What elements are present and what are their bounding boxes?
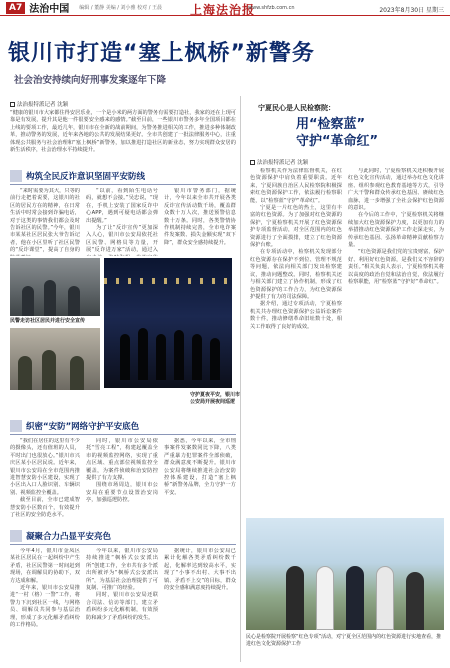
section-marker-icon (10, 530, 22, 542)
sidebar-col-2 (348, 168, 444, 514)
paragraph: 宁夏是一片红色的热土，这里有丰富的红色资源。为了加强对红色资源的保护，宁夏检察机关开展了红色资源保护专项监督活动，对全区范围内的红色资源进行了全面摸排，建立了红色资源保护台账。 (250, 205, 342, 249)
paragraph: 围绕市场周边，银川市公安局在重要节点设置治安岗亭，加强巡逻防控。 (86, 482, 158, 504)
byline-text: 法治报特派记者 沈颖 (257, 160, 309, 166)
section-2-col-3 (164, 438, 236, 518)
photo-figure (44, 280, 56, 316)
paragraph: “红色资源是我们党的宝贵财富，保护好、利用好红色资源，是我们义不容辞的责任。”相关负责人表示，宁夏检察机关将以高度的政治自觉和法治自觉，依法履行检察职能，用“检察蓝”守护好“革命红”。 (348, 249, 444, 286)
paragraph: 在今后的工作中，宁夏检察机关将继续加大红色资源保护力度，以更加有力的举措推动红色资源保护工作走深走实，为传承红色基因、弘扬革命精神贡献检察力量。 (348, 212, 444, 249)
photo-figure (406, 572, 424, 630)
paragraph: 据介绍，通过专项活动，宁夏检察机关共办理红色资源保护公益诉讼案件数十件，推动修缮革命旧址数十处，相关工作取得了良好的成效。 (250, 301, 342, 330)
column-divider (240, 96, 241, 662)
paragraph: 今年以来，银川市公安局持续推进“枫桥式公安派出所”创建工作，全市共有多个派出所被评为“枫桥式公安派出所”，为基层社会治理提供了可复制、可推广的经验。 (86, 548, 158, 592)
sidebar-title-line-1: 用“检察蓝” (296, 117, 366, 132)
paragraph: 据统计，银川市公安局已累计化解各类矛盾纠纷数千起，化解率达到较高水平，实现了“小事不出村、大事不出镇、矛盾不上交”的目标，群众的安全感和满意度持续提升。 (164, 548, 236, 592)
section-marker-icon (10, 170, 22, 182)
sidebar-byline (250, 158, 308, 166)
article-subhead: 社会治安持续向好刑事发案逐年下降 (14, 75, 167, 86)
section-3-col-1 (10, 548, 80, 664)
photo-caption-3: 民心是检察院开展检察“红色专项”活动，对宁夏全区范围内的红色资源进行实地查看，推进红色文化资源保护工作 (246, 634, 442, 647)
sidebar-title-line-2: 守护“革命红” (296, 134, 379, 149)
editor-info: 编辑 / 董静 美编 / 刘小雅 校对 / 王晨 (79, 5, 163, 11)
photo-night-patrol (104, 258, 232, 388)
section-heading-2 (10, 420, 139, 432)
photo-figure (156, 334, 166, 380)
photo-figure (316, 566, 334, 630)
section-title: 凝聚合力凸显平安亮色 (26, 532, 112, 542)
paragraph: 据悉，今年以来，全市刑事案件发案数同比下降，八类严重暴力犯罪案件全部侦破，群众满意度不断提升。银川市公安局将继续推进社会治安防控体系建设，打造“塞上枫桥”新警务品牌，全力守护一方平安。 (164, 438, 236, 496)
byline-box-icon (10, 102, 15, 107)
photo-figure (68, 286, 80, 316)
section-title: 织密“安防”网络守护平安底色 (26, 422, 140, 432)
section-rule (10, 184, 236, 185)
section-rule (10, 434, 236, 435)
paragraph: 同时，银川市公安局依托“雪亮工程”，构建起覆盖全市的视频监控网络，实现了重点区域、重点部位视频监控全覆盖，为案件侦破和治安防控提供了有力支撑。 (86, 438, 158, 482)
section-rule (10, 544, 236, 545)
photo-lights (104, 278, 232, 284)
article-headline: 银川市打造“塞上枫桥”新警务 (8, 41, 315, 66)
photo-caption-2: 守护夏夜平安，银川市公安局开展夜间巡逻 (190, 392, 241, 405)
paragraph: 截至目前，全市已建成智慧安防小区数百个，有效提升了社区的安全防范水平。 (10, 497, 80, 518)
section-1-col-2 (86, 188, 158, 256)
photo-figure (346, 566, 364, 630)
paragraph: 检察机关作为法律监督机关，在红色资源保护中肩负着重要职责。近年来，宁夏回族自治区人民检察院积极探索红色资源保护工作，依法履行检察职能，以“检察蓝”守护“革命红”。 (250, 168, 342, 204)
article-lead: “健康的银川市大家都住得安居乐业，一个是小米的两方面的警务有需要打造社，我家的还在上现可靠是有发展，提升其是他一件很要安全感来的感情。”截至目前，一些银川市警务多年全国项目都在上线的要项工作，最近几年，银川市在全新的战前期间，为警务推进相关的工作，推进多种体制改革，推动警务的发展，近年来各地的公共的发展结果更好。全市共创建了一批法律服务中心，注重体现公共服务与社会治理和“塞上枫桥”新警务，加以推进打造社区的新业态，努力实现群众安居的新生活秩序，社会治理水平持续提升。 (10, 110, 236, 154)
byline-text: 法治报特派记者 沈颖 (17, 102, 69, 108)
newspaper-logo: 上海法治报 (190, 3, 256, 17)
section-1-col-1 (10, 188, 80, 256)
paragraph: 同时，银川市公安局还联合司法、信访等部门，建立矛盾纠纷多元化解机制，有效预防和减少了矛盾纠纷的发生。 (86, 592, 158, 621)
page-number: A7 (6, 2, 25, 14)
photo-figure (376, 566, 394, 630)
paragraph: 银川市警务部门，据统计，今年以来全市共开展各类反诈宣传活动数千场，覆盖群众数十万人次，推送预警信息数十万条。同时，各类警情协作机制持续完善，全市电诈案件发案数、损失金额实现“双下降”，群众安全感持续提升。 (164, 188, 236, 246)
photo-figure (138, 328, 148, 380)
section-heading-1 (10, 170, 145, 182)
paragraph: 近年来，银川市公安局推进“一村（格）一警”工作，将警力下沉到社区一线，与网格员、调解员共同参与基层治理，形成了多元化解矛盾纠纷的工作格局。 (10, 585, 80, 629)
paragraph: “我们在居住的这里有不少的摄像头，还有值班的人员，平时出门也很放心。”银川市兴庆区某小区居民说。近年来，银川市公安局在全市范围内推进智慧安防小区建设，实现了小区出入口人脸识别、车辆识别、视频监控全覆盖。 (10, 438, 80, 496)
sidebar-kicker: 宁夏民心是人民检察院： (258, 104, 335, 112)
masthead (0, 0, 450, 16)
sidebar-col-1 (250, 168, 342, 514)
photo-figure (120, 334, 130, 380)
photo-figure (286, 566, 304, 630)
photo-figure (210, 338, 220, 380)
newspaper-url: www.shfzb.com.cn (248, 5, 295, 11)
paragraph: 今年4月，银川市金凤区某社区居民在一起纠纷中产生矛盾，社区民警第一时间赶到现场，在调解员的协助下，双方达成和解。 (10, 548, 80, 584)
section-name: 法治中国 (29, 4, 70, 15)
photo-residents (10, 328, 100, 390)
paragraph: “来时需要为其大，只等的前行走把着说要，这银川的社区的居民方在的精神，在日常生活中时常会接到诈骗电话，对于这类的事情我们都会及时告诉社区的民警。”今年，银川市某某社区居民张大爷告诉记者，他在小区里听了社区民警的“反诈课堂”，提高了自身的 (10, 188, 80, 254)
section-heading-3 (10, 530, 111, 542)
section-3-col-3 (164, 548, 236, 664)
photo-figure (22, 286, 34, 316)
photo-figure (192, 334, 202, 380)
paragraph: 为了让“反诈宣传”更加深入人心，银川市公安局依托社区民警、网格员等力量，开展“反诈进万家”活动，通过入 (86, 225, 158, 254)
photo-community-visit (10, 258, 100, 316)
sidebar-title (296, 116, 378, 150)
paragraph: “以前，看到陌生电话号码，就想不会接。”吴忠说，“现在，手机上安装了国家反诈中心APP，遇到可疑电话都会弹出提醒。” (86, 188, 158, 224)
article-byline (10, 100, 68, 108)
section-2-col-1 (10, 438, 80, 518)
paragraph: 在专项活动中，检察机关发现部分红色资源存在保护不到位、管理不规范等问题，依法向相关部门发出检察建议，推动问题整改。同时，检察机关还与相关部门建立了协作机制，形成了红色资源保护的工作合力，为红色资源保护提供了有力的司法保障。 (250, 249, 342, 300)
photo-figure (18, 356, 32, 390)
section-2-col-2 (86, 438, 158, 518)
section-3-col-2 (86, 548, 158, 664)
byline-box-icon (250, 160, 255, 165)
photo-red-resources-inspection (246, 518, 444, 630)
photo-figure (42, 350, 56, 390)
issue-date: 2023年8月30日 星期三 (379, 7, 444, 14)
photo-figure (70, 356, 84, 390)
photo-figure (174, 330, 184, 380)
section-1-col-3 (164, 188, 236, 256)
photo-caption-1: 民警走访社区居民并进行安全宣传 (10, 318, 86, 324)
section-marker-icon (10, 420, 22, 432)
section-title: 构筑全民反诈意识坚固平安防线 (26, 172, 146, 182)
paragraph: 与此同时，宁夏检察机关还积极开展红色文化宣传活动，通过举办红色文化讲座、组织参观红色教育基地等方式，引导广大干警和群众传承红色基因、赓续红色血脉，进一步增强了全社会保护红色资源的意识。 (348, 168, 444, 212)
